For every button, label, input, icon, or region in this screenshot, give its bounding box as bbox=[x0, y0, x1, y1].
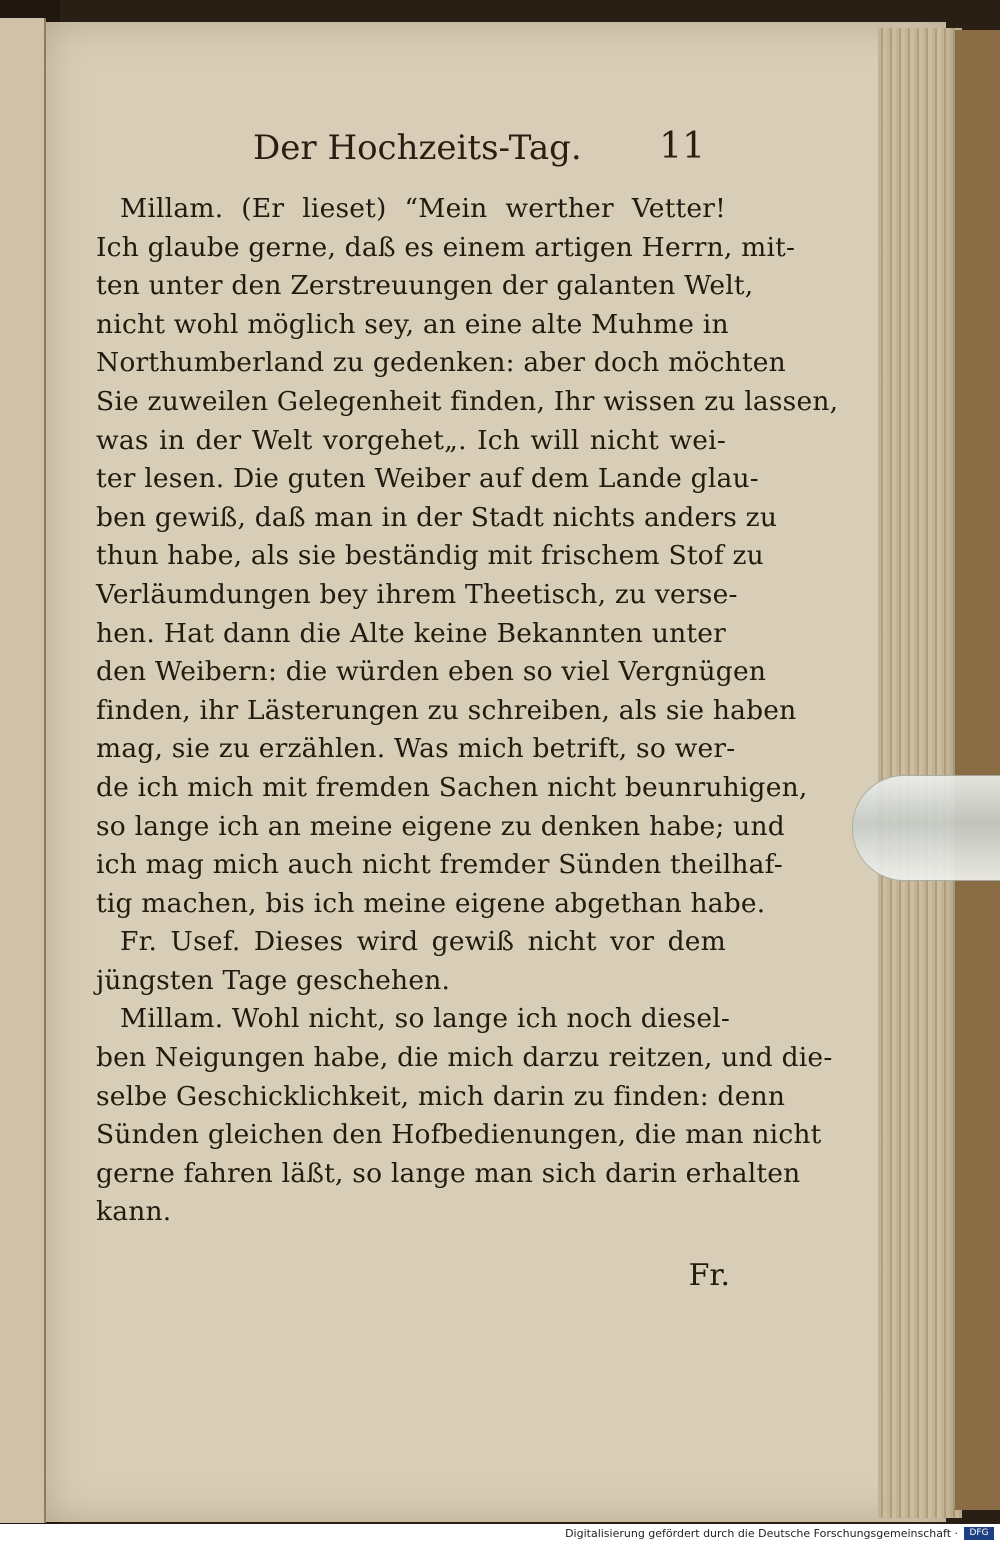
text-line: Sie zuweilen Gelegenheit finden, Ihr wissen zu lassen, bbox=[96, 385, 839, 417]
page-fore-edge bbox=[878, 28, 962, 1518]
text-line: Northumberland zu gedenken: aber doch möchten bbox=[96, 347, 786, 379]
text-line: Fr. Usef. Dieses wird gewiß nicht vor dem bbox=[120, 926, 726, 958]
page-number: 11 bbox=[659, 126, 705, 167]
text-line: was in der Welt vorgehet„. Ich will nicht wei- bbox=[96, 424, 726, 456]
running-title: Der Hochzeits-Tag. bbox=[253, 128, 582, 168]
text-line: Ich glaube gerne, daß es einem artigen Herrn, mit- bbox=[96, 231, 796, 263]
text-line: nicht wohl möglich sey, an eine alte Muhme in bbox=[96, 308, 729, 340]
text-line: de ich mich mit fremden Sachen nicht beunruhigen, bbox=[96, 771, 808, 803]
text-line: den Weibern: die würden eben so viel Vergnügen bbox=[96, 656, 767, 688]
text-line: mag, sie zu erzählen. Was mich betrift, so wer- bbox=[96, 733, 736, 765]
text-line: thun habe, als sie beständig mit frischem Stof zu bbox=[96, 540, 764, 572]
footer-bar bbox=[0, 1524, 1000, 1544]
text-line: ben Neigungen habe, die mich darzu reitzen, und die- bbox=[96, 1042, 833, 1074]
text-line: ten unter den Zerstreuungen der galanten Welt, bbox=[96, 270, 754, 302]
text-line: Millam. Wohl nicht, so lange ich noch diesel- bbox=[120, 1003, 731, 1035]
text-line: kann. bbox=[96, 1196, 172, 1228]
book-cover-edge bbox=[955, 30, 1000, 1510]
text-line: selbe Geschicklichkeit, mich darin zu finden: denn bbox=[96, 1080, 786, 1112]
text-line: ben gewiß, daß man in der Stadt nichts anders zu bbox=[96, 501, 778, 533]
facing-page-edge bbox=[0, 18, 46, 1523]
text-line: Sünden gleichen den Hofbedienungen, die man nicht bbox=[96, 1119, 822, 1151]
text-line: ter lesen. Die guten Weiber auf dem Lande glau- bbox=[96, 463, 759, 495]
text-line: finden, ihr Lästerungen zu schreiben, als sie haben bbox=[96, 694, 797, 726]
text-line: hen. Hat dann die Alte keine Bekannten unter bbox=[96, 617, 726, 649]
text-line: Verläumdungen bey ihrem Theetisch, zu verse- bbox=[96, 578, 738, 610]
dfg-logo: DFG bbox=[964, 1527, 994, 1540]
text-line: Millam. (Er lieset) “Mein werther Vetter! bbox=[120, 193, 726, 224]
body-text bbox=[96, 190, 839, 1232]
page-clip bbox=[852, 775, 1000, 881]
running-header bbox=[253, 122, 713, 178]
text-line: ich mag mich auch nicht fremder Sünden theilhaf- bbox=[96, 849, 783, 881]
text-line: jüngsten Tage geschehen. bbox=[96, 964, 451, 996]
text-line: gerne fahren läßt, so lange man sich darin erhalten bbox=[96, 1157, 801, 1189]
text-line: tig machen, bis ich meine eigene abgethan habe. bbox=[96, 887, 766, 919]
text-line: so lange ich an meine eigene zu denken habe; und bbox=[96, 810, 785, 842]
funding-credit: Digitalisierung gefördert durch die Deutsche Forschungsgemeinschaft · bbox=[565, 1527, 958, 1540]
catchword: Fr. bbox=[688, 1258, 730, 1293]
